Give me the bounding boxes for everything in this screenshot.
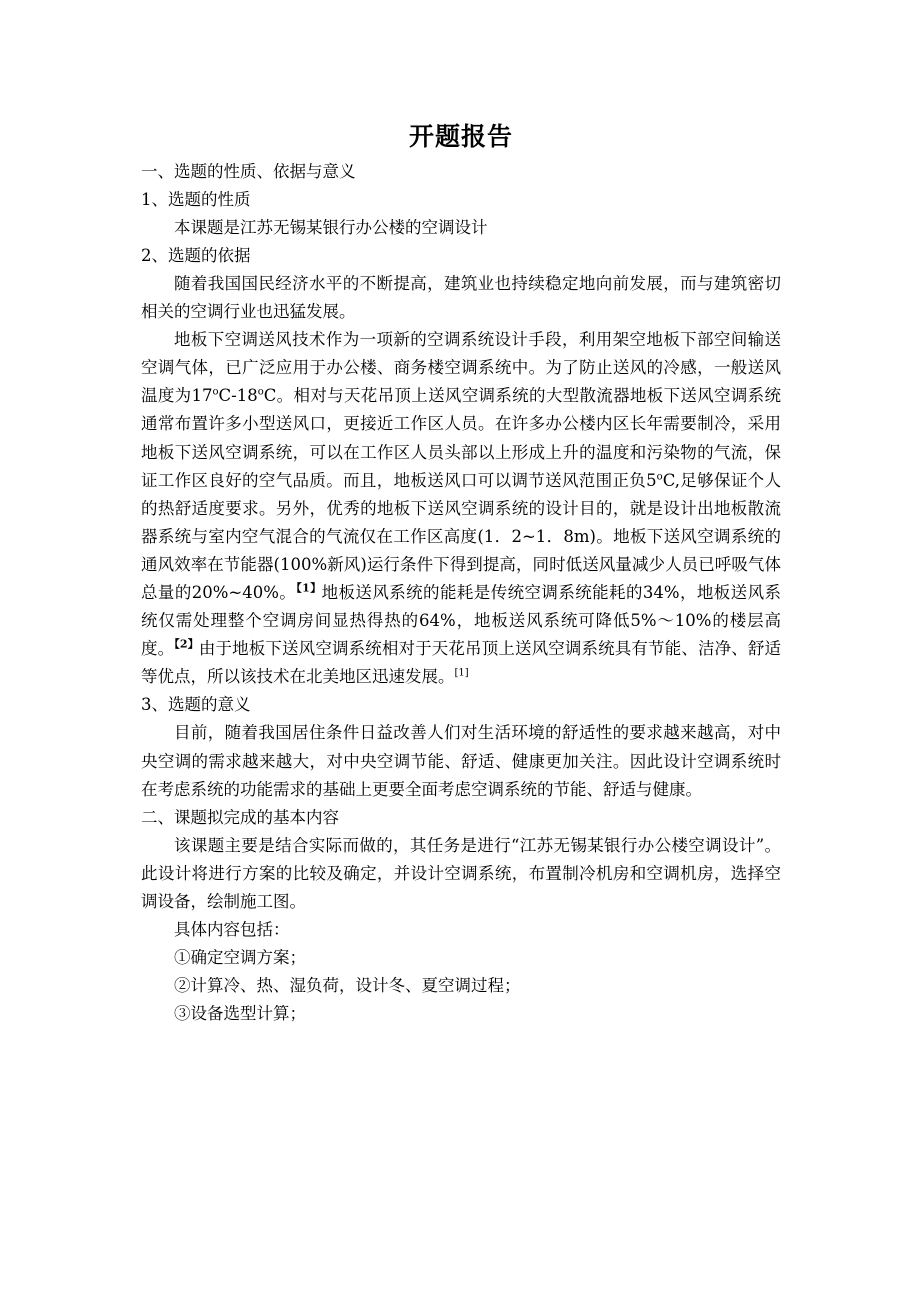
basis-paragraph-1: 随着我国国民经济水平的不断提高，建筑业也持续稳定地向前发展，而与建筑密切相关的空调行业也迅猛发展。 <box>141 274 781 322</box>
reference-marker-2: 【2】 <box>174 637 199 651</box>
nature-body: 本课题是江苏无锡某银行办公楼的空调设计 <box>174 218 488 237</box>
reference-marker-3: [1] <box>454 667 469 679</box>
content-paragraph: 该课题主要是结合实际而做的，其任务是进行“江苏无锡某银行办公楼空调设计”。此设计将进行方案的比较及确定，并设计空调系统，布置制冷机房和空调机房，选择空调设备，绘制施工图。 <box>141 835 781 911</box>
reference-marker-1: 【1】 <box>296 581 322 595</box>
significance-body: 目前，随着我国居住条件日益改善人们对生活环境的舒适性的要求越来越高，对中央空调的需求越来越大，对中央空调节能、舒适、健康更加关注。因此设计空调系统时在考虑系统的功能需求的基础上更要全面考虑空调系统的节能、舒适与健康。 <box>141 723 781 799</box>
degree-symbol: o <box>212 386 219 398</box>
significance-heading: 3、选题的意义 <box>141 695 251 715</box>
basis-text-f: 由于地板下送风空调系统相对于天花吊顶上送风空调系统具有节能、洁净、舒适等优点，所以该技术在北美地区迅速发展。 <box>141 639 782 687</box>
basis-text-a: 地板下空调送风技术作为一项新的空调系统设计手段，利用架空地板下部空间输送空调气体，已广泛应用于办公楼、商务楼空调系统中。为了防止送风的冷感，一般送风温度为17 <box>141 330 781 406</box>
degree-symbol: o <box>257 386 264 398</box>
basis-text-b: C-18 <box>218 386 258 406</box>
list-item: ③设备选型计算； <box>174 1003 306 1023</box>
section1-heading: 一、选题的性质、依据与意义 <box>141 162 356 181</box>
basis-text-c: C。相对与天花吊顶上送风空调系统的大型散流器地板下送风空调系统通常布置许多小型送风口，更接近工作区人员。在许多办公楼内区长年需要制冷，采用地板下送风空调系统，可以在工作区人员头部以上形成上升的温度和污染物的气流，保证工作区良好的空气品质。而且，地板送风口可以调节送风范围正负5 <box>141 386 782 490</box>
basis-text-d: C,足够保证个人的热舒适度要求。另外，优秀的地板下送风空调系统的设计目的，就是设计出地板散流器系统与室内空气混合的气流仅在工作区高度(1．2~1．8m)。地板下送风空调系统的通风效率在节能器(100%新风)运行条件下得到提高，同时低送风量减少人员已呼吸气体总量的20%~40%。 <box>141 470 781 603</box>
content-intro: 具体内容包括： <box>174 919 290 939</box>
nature-heading: 1、选题的性质 <box>141 190 251 209</box>
basis-text-e: 地板送风系统的能耗是传统空调系统能耗的34%，地板送风系统仅需处理整个空调房间显热得热的64%，地板送风系统可降低5%～10%的楼层高度。 <box>141 583 781 659</box>
section2-heading: 二、课题拟完成的基本内容 <box>141 807 339 827</box>
degree-symbol: o <box>656 471 663 483</box>
basis-paragraph-2 <box>141 326 781 691</box>
list-item: ②计算冷、热、湿负荷，设计冬、夏空调过程； <box>174 975 521 995</box>
document-title: 开题报告 <box>408 122 513 151</box>
document-page <box>141 118 781 1028</box>
list-item: ①确定空调方案； <box>174 947 306 967</box>
basis-heading: 2、选题的依据 <box>141 246 251 265</box>
